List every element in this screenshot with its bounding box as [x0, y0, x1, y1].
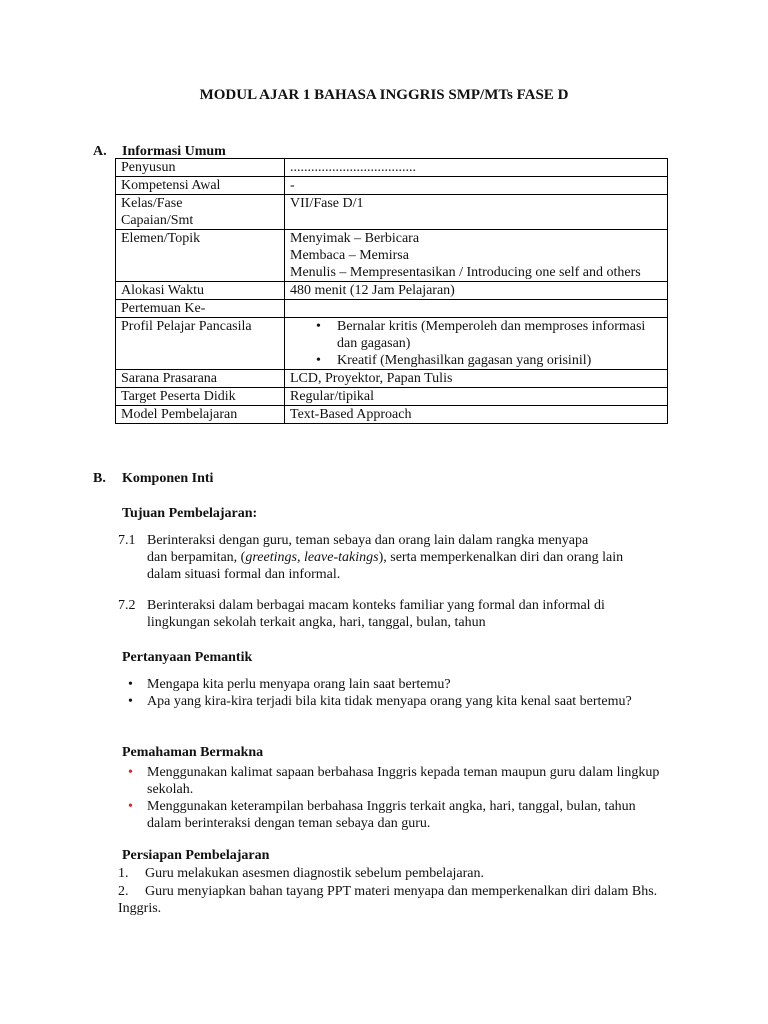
pemahaman-list [128, 764, 668, 832]
list-item: • Menggunakan keterampilan berbahasa Inggris terkait angka, hari, tanggal, bulan, tahun dalam berinteraksi dengan teman sebaya dan guru. [128, 799, 636, 831]
table-cell-label: Penyusun [116, 159, 285, 177]
document-title: MODUL AJAR 1 BAHASA INGGRIS SMP/MTs FASE D [199, 87, 569, 103]
table-cell-label: Model Pembelajaran [116, 406, 285, 424]
section-a-number: A. [93, 144, 107, 159]
tujuan-line: Berinteraksi dalam berbagai macam konteks familiar yang formal dan informal di [147, 598, 605, 613]
tujuan-item-7-1 [118, 532, 678, 583]
table-cell-label: Pertemuan Ke- [116, 300, 285, 318]
pertanyaan-heading: Pertanyaan Pemantik [122, 650, 253, 665]
table-row [116, 406, 668, 424]
informasi-umum-table [115, 158, 668, 424]
table-row [116, 230, 668, 282]
persiapan-heading: Persiapan Pembelajaran [122, 848, 270, 863]
table-cell-value: 480 menit (12 Jam Pelajaran) [285, 282, 668, 300]
list-item: • Mengapa kita perlu menyapa orang lain saat bertemu? [128, 677, 451, 692]
table-cell-value [285, 300, 668, 318]
table-cell-label: Elemen/Topik [116, 230, 285, 282]
list-item: • Menggunakan kalimat sapaan berbahasa Inggris kepada teman maupun guru dalam lingkup sekolah. [128, 765, 660, 797]
tujuan-number: 7.1 [118, 533, 136, 548]
table-row [116, 388, 668, 406]
list-item: 1. Guru melakukan asesmen diagnostik sebelum pembelajaran. [118, 866, 485, 881]
bullet-icon: • [128, 694, 133, 709]
table-cell-label: Kompetensi Awal [116, 177, 285, 195]
table-cell-value: .................................... [285, 159, 668, 177]
table-cell-value: - [285, 177, 668, 195]
table-row [116, 195, 668, 230]
list-item: • Bernalar kritis (Memperoleh dan memproses informasi dan gagasan) [337, 318, 662, 352]
pertanyaan-list [128, 676, 668, 710]
section-b-number: B. [93, 471, 106, 486]
pemahaman-heading: Pemahaman Bermakna [122, 745, 264, 760]
tujuan-line: dalam situasi formal dan informal. [147, 567, 341, 582]
table-cell-value: VII/Fase D/1 [285, 195, 668, 230]
table-row [116, 370, 668, 388]
tujuan-line: dan berpamitan, (greetings, leave-takings), serta memperkenalkan diri dan orang lain [147, 550, 624, 565]
tujuan-line: Berinteraksi dengan guru, teman sebaya dan orang lain dalam rangka menyapa [147, 533, 589, 548]
list-item: • Apa yang kira-kira terjadi bila kita tidak menyapa orang yang kita kenal saat bertemu? [128, 694, 632, 709]
table-cell-value: Text-Based Approach [285, 406, 668, 424]
red-bullet-icon: • [128, 799, 133, 814]
table-cell-label: Target Peserta Didik [116, 388, 285, 406]
table-cell-label: Kelas/Fase Capaian/Smt [116, 195, 285, 230]
table-row [116, 177, 668, 195]
bullet-icon: • [128, 677, 133, 692]
section-b-heading [93, 470, 213, 487]
table-cell-label: Profil Pelajar Pancasila [116, 318, 285, 370]
list-number: 1. [118, 866, 129, 881]
table-cell-label: Sarana Prasarana [116, 370, 285, 388]
red-bullet-icon: • [128, 765, 133, 780]
table-row [116, 318, 668, 370]
tujuan-number: 7.2 [118, 598, 136, 613]
table-cell-value: LCD, Proyektor, Papan Tulis [285, 370, 668, 388]
profil-bullet-list [290, 318, 662, 369]
table-cell-value: Menyimak – Berbicara Membaca – Memirsa Menulis – Mempresentasikan / Introducing one self and others [285, 230, 668, 282]
table-cell-label: Alokasi Waktu [116, 282, 285, 300]
list-item: • Kreatif (Menghasilkan gagasan yang orisinil) [337, 352, 662, 369]
tujuan-heading: Tujuan Pembelajaran: [122, 506, 258, 521]
table-cell-value: Regular/tipikal [285, 388, 668, 406]
section-a-title: Informasi Umum [122, 144, 226, 159]
table-row [116, 300, 668, 318]
section-b-title: Komponen Inti [122, 471, 214, 486]
list-number: 2. [118, 884, 129, 899]
table-row [116, 159, 668, 177]
table-cell-value [285, 318, 668, 370]
list-item: 2. Guru menyiapkan bahan tayang PPT materi menyapa dan memperkenalkan diri dalam Bhs. Inggris. [118, 884, 658, 916]
tujuan-item-7-2 [118, 597, 678, 631]
persiapan-list [118, 865, 678, 917]
tujuan-line: lingkungan sekolah terkait angka, hari, tanggal, bulan, tahun [147, 615, 486, 630]
table-row [116, 282, 668, 300]
